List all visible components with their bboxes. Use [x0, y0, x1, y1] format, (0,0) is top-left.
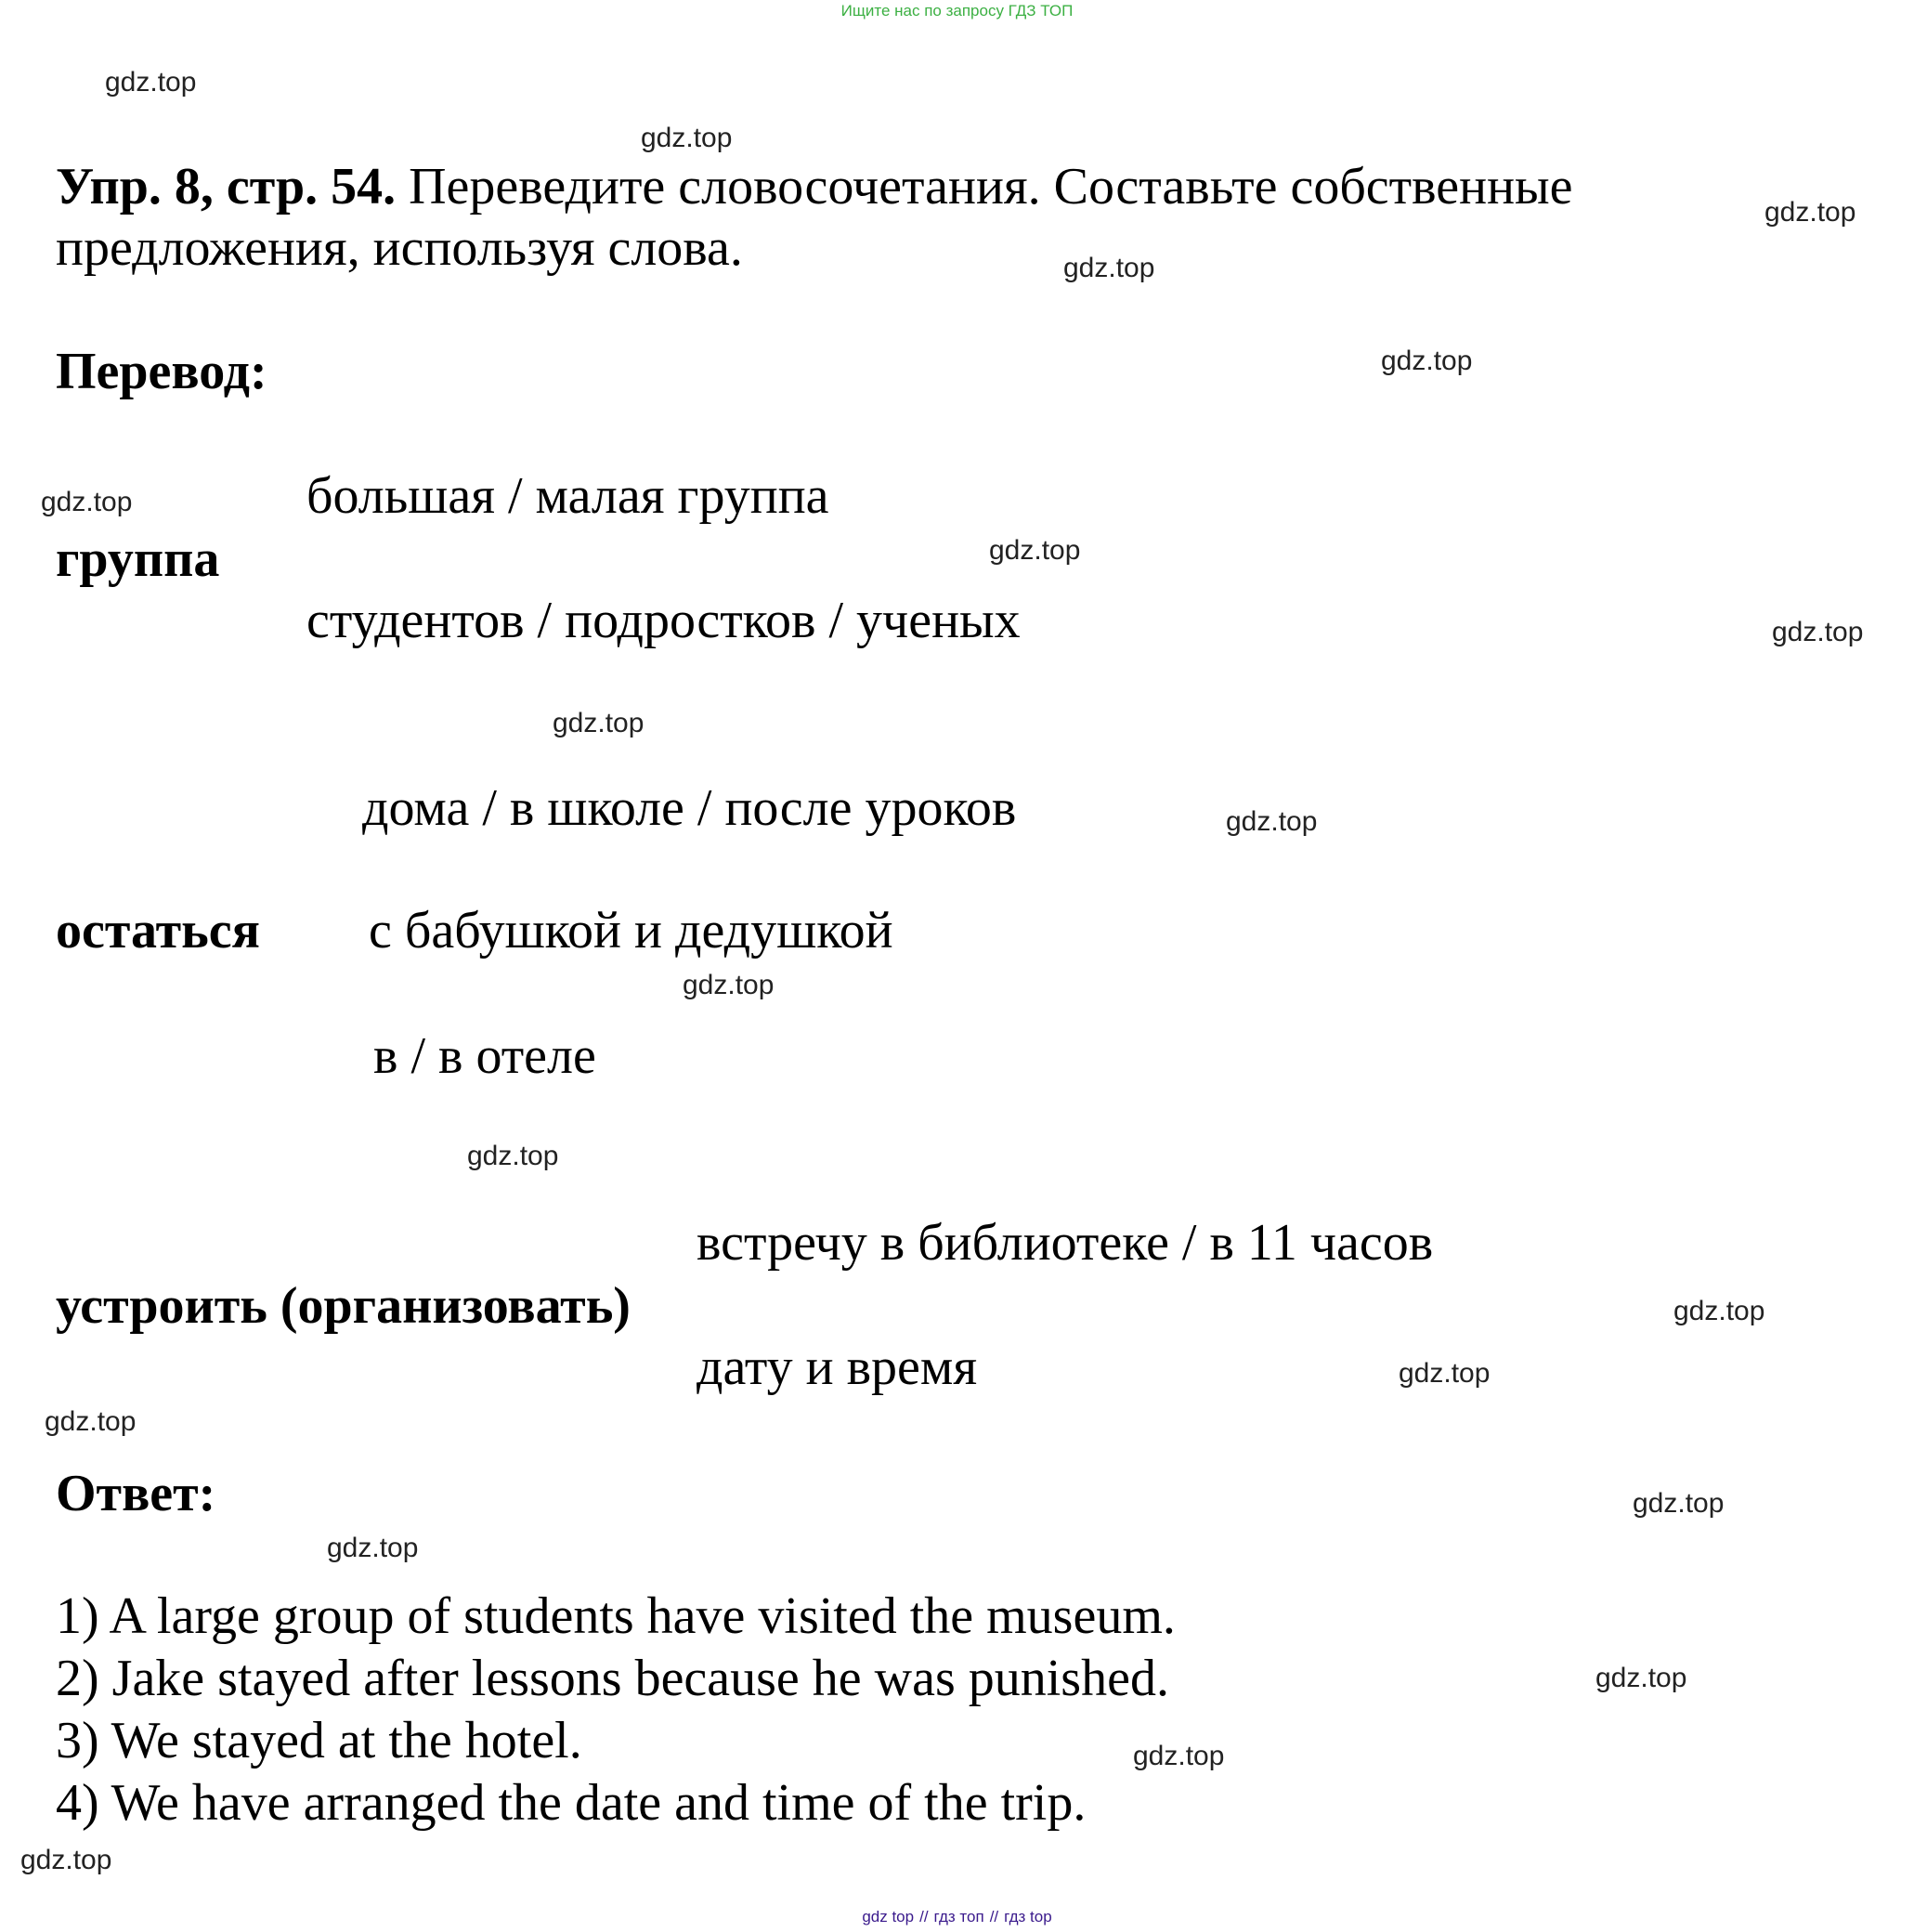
phrase: большая / малая группа: [306, 467, 829, 525]
watermark: gdz.top: [1764, 197, 1856, 228]
watermark: gdz.top: [41, 487, 133, 517]
top-banner: Ищите нас по запросу ГДЗ ТОП: [840, 2, 1074, 20]
watermark: gdz.top: [1633, 1488, 1725, 1519]
footer-link[interactable]: gdz top: [862, 1908, 915, 1925]
watermark: gdz.top: [989, 535, 1081, 566]
answer-item: 4) We have arranged the date and time of the trip.: [56, 1774, 1087, 1832]
watermark: gdz.top: [683, 970, 775, 1000]
watermark: gdz.top: [641, 123, 733, 153]
watermark: gdz.top: [327, 1533, 419, 1563]
watermark: gdz.top: [1226, 806, 1318, 837]
term-stay: остаться: [56, 902, 260, 959]
term-group: группа: [56, 530, 220, 588]
watermark: gdz.top: [1673, 1296, 1765, 1326]
translation-heading: Перевод:: [56, 343, 267, 400]
term-arrange: устроить (организовать): [56, 1277, 631, 1335]
footer-separator: //: [919, 1908, 929, 1925]
footer-link[interactable]: гдз топ: [933, 1908, 984, 1925]
phrase: встречу в библиотеке / в 11 часов: [697, 1214, 1434, 1272]
watermark: gdz.top: [1381, 346, 1473, 376]
watermark: gdz.top: [45, 1406, 137, 1437]
phrase: с бабушкой и дедушкой: [369, 902, 893, 959]
task-label: Упр. 8, стр. 54.: [56, 158, 397, 215]
answer-heading: Ответ:: [56, 1465, 216, 1522]
watermark: gdz.top: [467, 1141, 559, 1171]
task-text: Переведите словосочетания. Составьте собственные предложения, используя слова.: [56, 158, 1573, 277]
answer-item: 2) Jake stayed after lessons because he was punished.: [56, 1650, 1169, 1707]
footer-link[interactable]: гдз top: [1004, 1908, 1052, 1925]
phrase: студентов / подростков / ученых: [306, 592, 1021, 649]
task-statement: [56, 156, 1709, 279]
watermark: gdz.top: [1133, 1741, 1225, 1771]
footer-links: [0, 1908, 1914, 1926]
watermark: gdz.top: [1595, 1663, 1687, 1693]
phrase: в / в отеле: [373, 1027, 596, 1085]
phrase: дома / в школе / после уроков: [362, 779, 1017, 837]
watermark: gdz.top: [553, 708, 645, 738]
watermark: gdz.top: [1399, 1358, 1491, 1389]
footer-separator: //: [989, 1908, 999, 1925]
phrase: дату и время: [697, 1338, 978, 1396]
watermark: gdz.top: [20, 1845, 112, 1875]
watermark: gdz.top: [1063, 253, 1155, 283]
answer-item: 3) We stayed at the hotel.: [56, 1712, 582, 1769]
watermark: gdz.top: [1772, 617, 1864, 647]
answer-item: 1) A large group of students have visited the museum.: [56, 1587, 1176, 1645]
watermark: gdz.top: [105, 67, 197, 98]
